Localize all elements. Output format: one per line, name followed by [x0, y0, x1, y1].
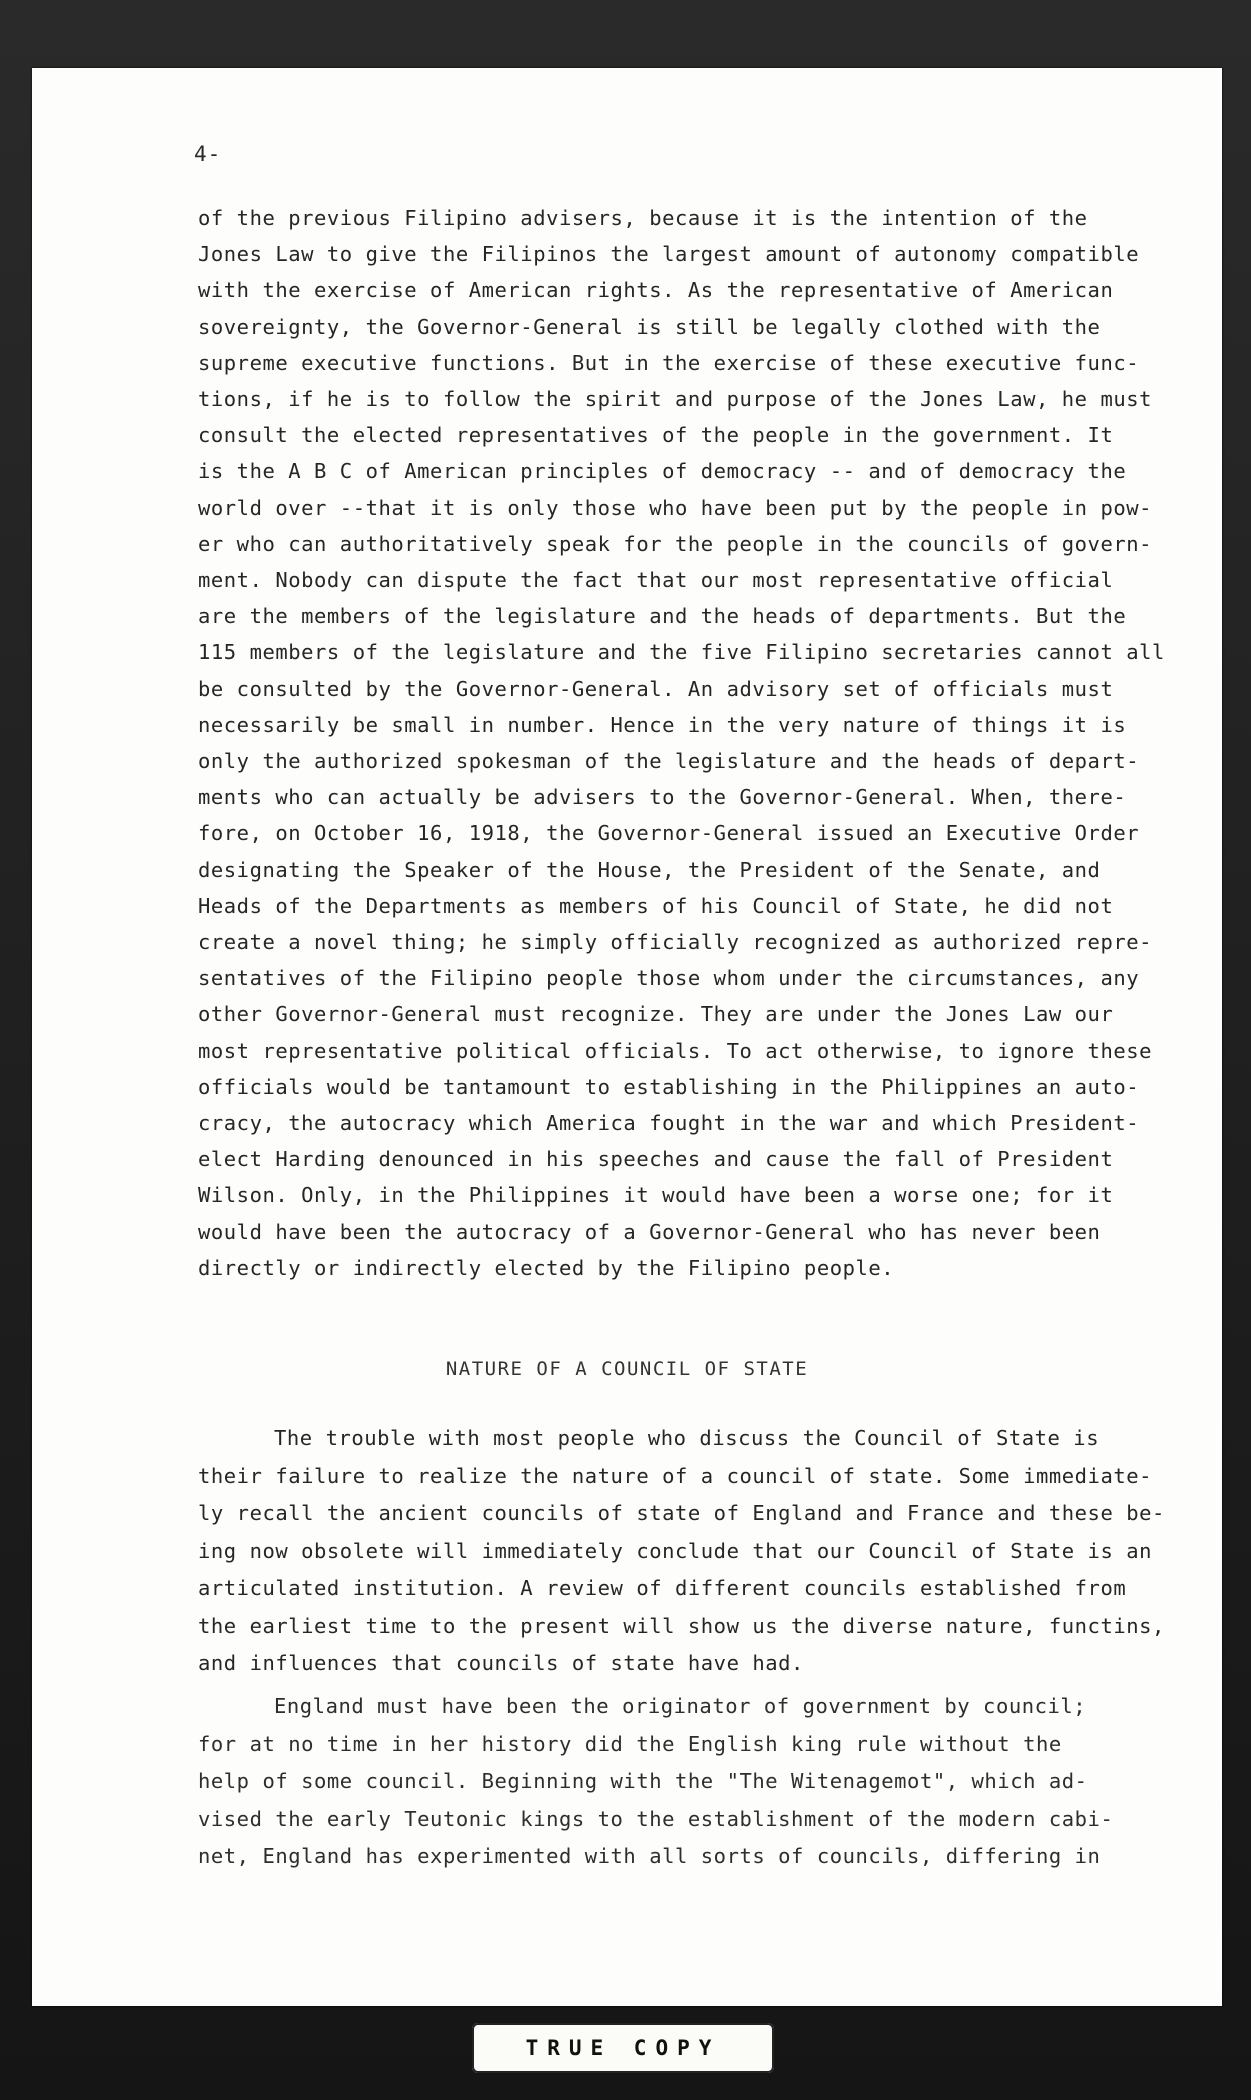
- text-line: ment. Nobody can dispute the fact that our most representative official: [198, 568, 1114, 593]
- text-line: most representative political officials. To act otherwise, to ignore these: [198, 1038, 1153, 1063]
- text-line: help of some council. Beginning with the "The Witenagemot", which ad-: [198, 1769, 1088, 1793]
- paragraph-2: [198, 1420, 1165, 1683]
- true-copy-stamp: TRUE COPY: [472, 2023, 774, 2073]
- text-line: their failure to realize the nature of a council of state. Some immediate-: [198, 1463, 1153, 1488]
- text-line: sentatives of the Filipino people those whom under the circumstances, any: [198, 966, 1140, 991]
- text-line: tions, if he is to follow the spirit and purpose of the Jones Law, he must: [198, 387, 1153, 412]
- text-line: Heads of the Departments as members of his Council of State, he did not: [198, 893, 1114, 918]
- paragraph-1: [198, 200, 1165, 1286]
- text-line: fore, on October 16, 1918, the Governor-General issued an Executive Order: [198, 821, 1140, 846]
- text-line: 115 members of the legislature and the five Filipino secretaries cannot all: [198, 640, 1165, 665]
- text-line: elect Harding denounced in his speeches and cause the fall of President: [198, 1147, 1114, 1172]
- text-line: Wilson. Only, in the Philippines it would have been a worse one; for it: [198, 1183, 1114, 1208]
- text-line: articulated institution. A review of different councils established from: [198, 1576, 1127, 1600]
- text-line: cracy, the autocracy which America fought in the war and which President-: [198, 1111, 1140, 1136]
- text-line: of the previous Filipino advisers, because it is the intention of the: [198, 206, 1088, 230]
- text-line: the earliest time to the present will show us the diverse nature, functins,: [198, 1613, 1165, 1638]
- text-line: directly or indirectly elected by the Filipino people.: [198, 1255, 895, 1280]
- text-line: only the authorized spokesman of the legislature and the heads of depart-: [198, 749, 1140, 774]
- section-heading: NATURE OF A COUNCIL OF STATE: [445, 1358, 809, 1380]
- text-line: net, England has experimented with all sorts of councils, differing in: [198, 1844, 1101, 1868]
- page-number: 4-: [194, 142, 222, 166]
- text-line: and influences that councils of state have had.: [198, 1651, 804, 1675]
- text-line: world over --that it is only those who have been put by the people in pow-: [198, 495, 1153, 520]
- text-line: ly recall the ancient councils of state of England and France and these be-: [198, 1501, 1165, 1525]
- text-line: officials would be tantamount to establishing in the Philippines an auto-: [198, 1074, 1140, 1099]
- text-line: are the members of the legislature and the heads of departments. But the: [198, 604, 1127, 629]
- text-line: with the exercise of American rights. As the representative of American: [198, 278, 1114, 303]
- text-line: ing now obsolete will immediately conclude that our Council of State is an: [198, 1538, 1153, 1563]
- text-line: The trouble with most people who discuss the Council of State is: [274, 1426, 1100, 1450]
- text-line: England must have been the originator of government by council;: [274, 1694, 1087, 1718]
- text-line: designating the Speaker of the House, the President of the Senate, and: [198, 857, 1101, 882]
- text-line: other Governor-General must recognize. They are under the Jones Law our: [198, 1002, 1114, 1027]
- text-line: sovereignty, the Governor-General is still be legally clothed with the: [198, 314, 1101, 339]
- text-line: ments who can actually be advisers to the Governor-General. When, there-: [198, 785, 1127, 810]
- text-line: would have been the autocracy of a Governor-General who has never been: [198, 1219, 1101, 1244]
- document-page: [32, 68, 1222, 2006]
- text-line: is the A B C of American principles of democracy -- and of democracy the: [198, 459, 1127, 484]
- text-line: er who can authoritatively speak for the people in the councils of govern-: [198, 531, 1153, 556]
- paragraph-3: [198, 1688, 1138, 1876]
- text-line: create a novel thing; he simply officially recognized as authorized repre-: [198, 930, 1153, 955]
- text-line: consult the elected representatives of the people in the government. It: [198, 423, 1114, 448]
- text-line: for at no time in her history did the English king rule without the: [198, 1731, 1062, 1756]
- text-line: vised the early Teutonic kings to the establishment of the modern cabi-: [198, 1806, 1114, 1831]
- text-line: necessarily be small in number. Hence in the very nature of things it is: [198, 712, 1127, 737]
- text-line: be consulted by the Governor-General. An advisory set of officials must: [198, 676, 1114, 701]
- text-line: Jones Law to give the Filipinos the largest amount of autonomy compatible: [198, 242, 1140, 267]
- text-line: supreme executive functions. But in the exercise of these executive func-: [198, 350, 1140, 375]
